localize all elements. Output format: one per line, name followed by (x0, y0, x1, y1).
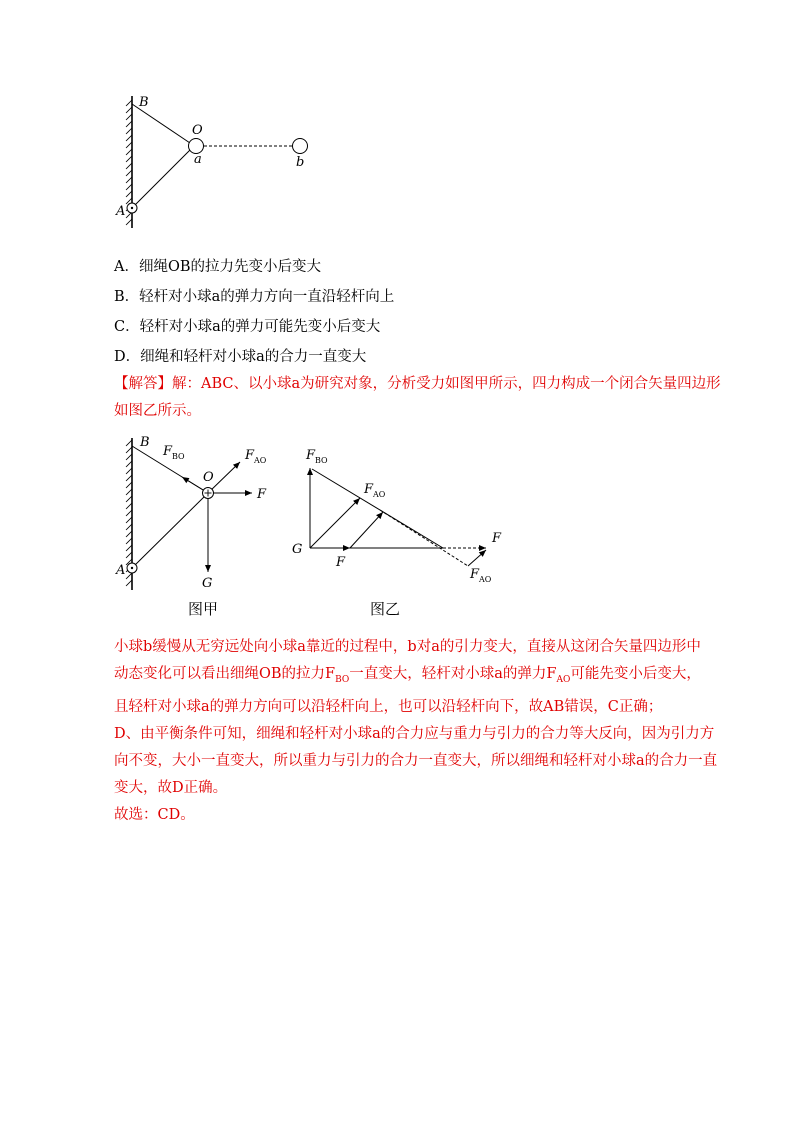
label-A: A (116, 563, 126, 578)
label-FAO: $F_{AO}$ (364, 482, 386, 499)
explanation-line7: 故选：CD。 (114, 806, 195, 823)
figure-jia (110, 432, 285, 594)
answer-line2: 如图乙所示。 (114, 403, 201, 419)
problem-figure (110, 90, 320, 230)
ball-b (293, 139, 308, 154)
vector-FAO-1 (310, 498, 360, 548)
answer-tag: 【解答】 (114, 376, 172, 392)
label-b: b (296, 155, 305, 170)
option-d: D．细绳和轻杆对小球a的合力一直变大 (114, 349, 367, 365)
label-G: G (292, 542, 303, 557)
answer-line1: 解：ABC、以小球a为研究对象，分析受力如图甲所示，四力构成一个闭合矢量四边形 (172, 376, 721, 392)
label-F-bottom: F (336, 555, 346, 570)
explanation (114, 634, 718, 829)
label-FAO-2: $F_{AO}$ (470, 567, 492, 584)
label-FAO: $F_{AO}$ (245, 448, 267, 465)
rod-AO (132, 150, 190, 208)
vector-FBO (312, 469, 443, 548)
caption-jia: 图甲 (188, 600, 219, 618)
figure-yi (288, 440, 513, 590)
label-B: B (139, 95, 149, 110)
option-a: A．细绳OB的拉力先变小后变大 (114, 259, 322, 275)
label-B: B (140, 435, 150, 450)
answer-intro (114, 371, 721, 425)
vector-FAO-3 (468, 550, 486, 566)
label-a: a (194, 152, 202, 167)
caption-yi: 图乙 (370, 600, 401, 618)
explanation-line2: 动态变化可以看出细绳OB的拉力$F_{BO}$一直变大，轻杆对小球a的弹力$F_{AO}$可能先变小后变大， (114, 666, 701, 685)
label-FBO: $F_{BO}$ (163, 444, 185, 461)
option-c: C．轻杆对小球a的弹力可能先变小后变大 (114, 319, 381, 335)
label-A: A (116, 204, 126, 219)
label-FBO: $F_{BO}$ (306, 448, 328, 465)
label-O: O (192, 123, 203, 138)
rod-AO (132, 493, 208, 568)
explanation-line5: 向不变，大小一直变大，所以重力与引力的合力一直变大，所以细绳和轻杆对小球a的合力一直 (114, 752, 718, 769)
explanation-line6: 变大，故D正确。 (114, 779, 228, 796)
dashed-FBO-extension (380, 510, 468, 566)
label-F-right: F (492, 531, 502, 546)
option-b: B．轻杆对小球a的弹力方向一直沿轻杆向上 (114, 289, 395, 305)
explanation-line4: D、由平衡条件可知，细绳和轻杆对小球a的合力应与重力与引力的合力等大反向，因为引力方 (114, 725, 715, 742)
label-O: O (203, 470, 214, 485)
label-F: F (257, 487, 267, 502)
explanation-line3: 且轻杆对小球a的弹力方向可以沿轻杆向上，也可以沿轻杆向下，故AB错误，C正确； (114, 698, 663, 715)
vector-FAO-2 (350, 512, 383, 548)
explanation-line1: 小球b缓慢从无穷远处向小球a靠近的过程中，b对a的引力变大，直接从这闭合矢量四边形中 (114, 639, 701, 655)
label-G: G (202, 576, 213, 591)
